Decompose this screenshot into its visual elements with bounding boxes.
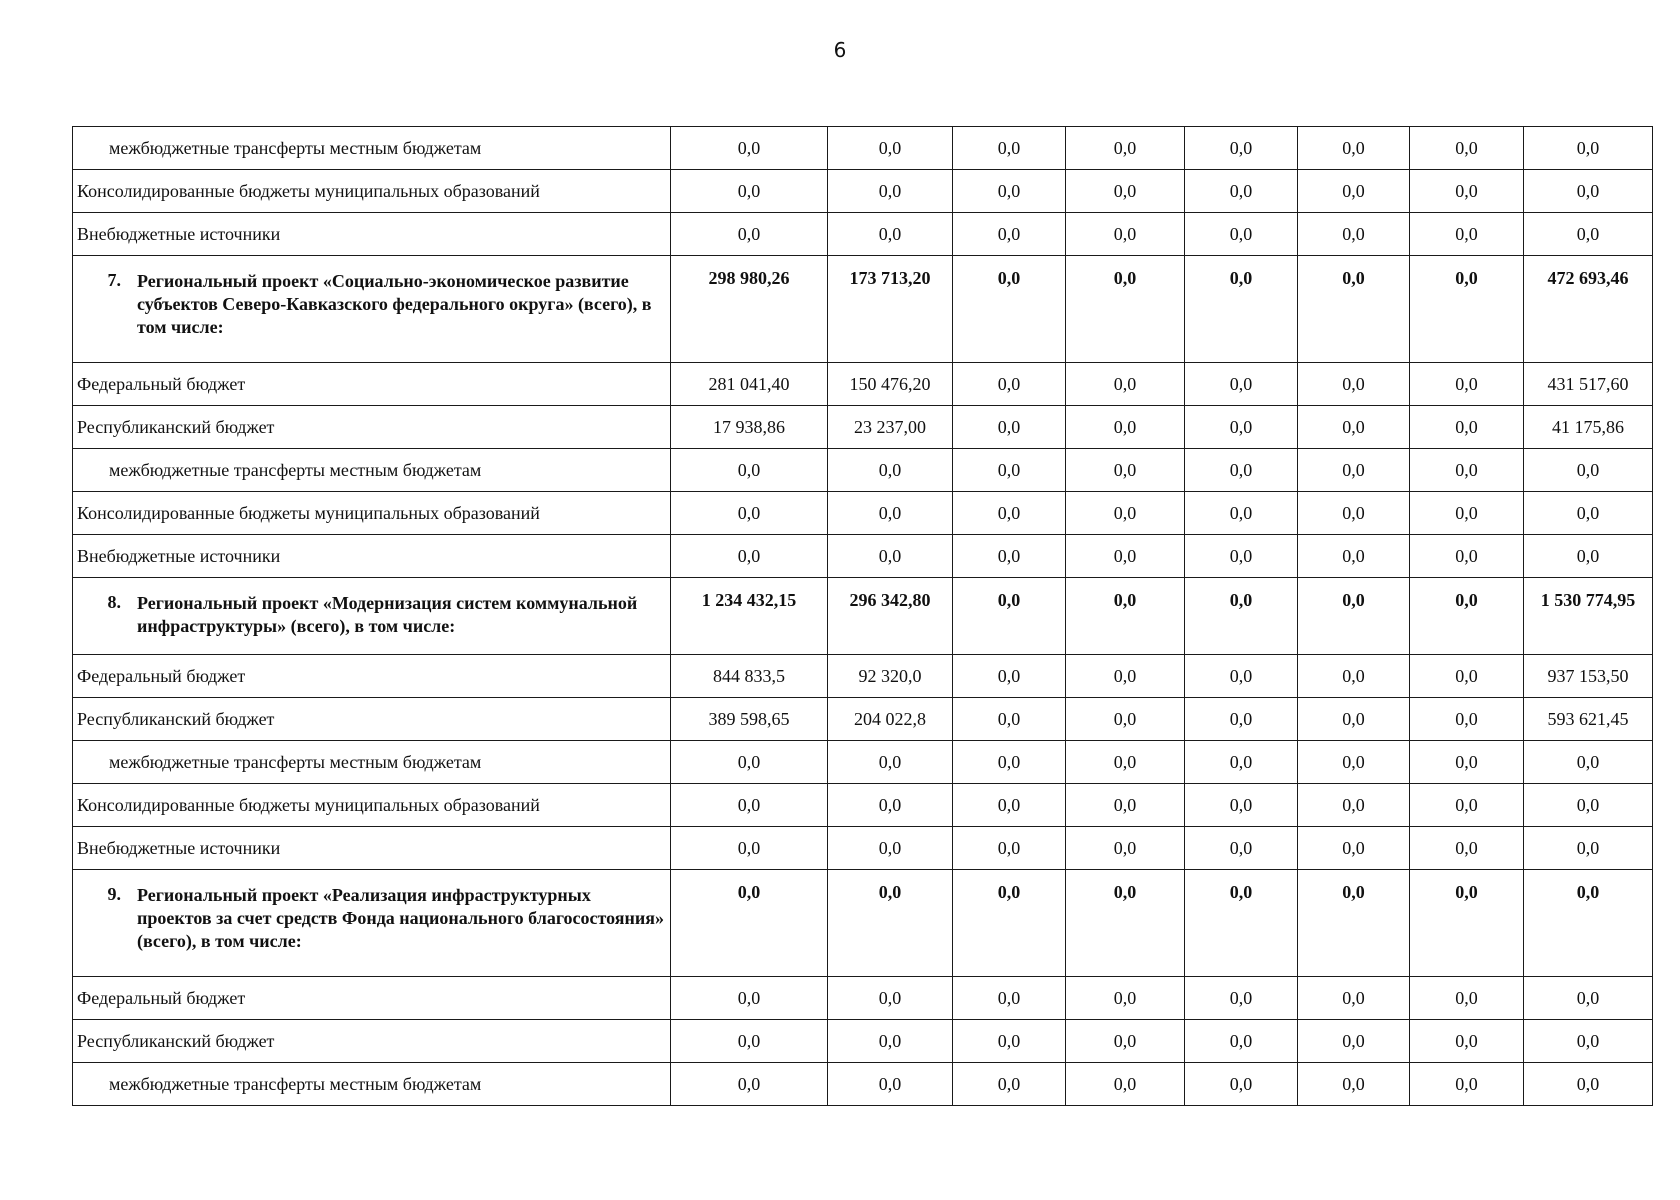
- value-cell: 0,0: [1298, 256, 1410, 363]
- value-cell: 0,0: [671, 213, 828, 256]
- value-cell: 0,0: [1410, 698, 1524, 741]
- value-cell: 41 175,86: [1524, 406, 1653, 449]
- value-cell: 0,0: [953, 127, 1066, 170]
- value-cell: 0,0: [1298, 449, 1410, 492]
- value-cell: 0,0: [671, 977, 828, 1020]
- project-row: [73, 870, 1653, 977]
- value-cell: 0,0: [1410, 870, 1524, 977]
- value-cell: 0,0: [1410, 741, 1524, 784]
- row-label-cell: [73, 256, 671, 363]
- value-cell: 0,0: [1066, 406, 1185, 449]
- table-body: [73, 127, 1653, 1106]
- value-cell: 0,0: [1066, 655, 1185, 698]
- value-cell: 0,0: [1410, 977, 1524, 1020]
- value-cell: 0,0: [671, 827, 828, 870]
- value-cell: 0,0: [1298, 1063, 1410, 1106]
- project-number: 7.: [107, 270, 121, 290]
- value-cell: 0,0: [953, 406, 1066, 449]
- value-cell: 204 022,8: [828, 698, 953, 741]
- value-cell: 0,0: [1185, 827, 1298, 870]
- row-label-cell: Консолидированные бюджеты муниципальных образований: [73, 784, 671, 827]
- project-number: 9.: [107, 884, 121, 904]
- row-label-cell: межбюджетные трансферты местным бюджетам: [73, 127, 671, 170]
- value-cell: 0,0: [1066, 741, 1185, 784]
- value-cell: 0,0: [1185, 870, 1298, 977]
- value-cell: 0,0: [1524, 784, 1653, 827]
- value-cell: 0,0: [1410, 1020, 1524, 1063]
- value-cell: 0,0: [953, 170, 1066, 213]
- value-cell: 0,0: [1066, 127, 1185, 170]
- value-cell: 0,0: [1298, 406, 1410, 449]
- value-cell: 0,0: [1410, 127, 1524, 170]
- table-row: [73, 977, 1653, 1020]
- value-cell: 0,0: [828, 535, 953, 578]
- row-label-cell: Консолидированные бюджеты муниципальных образований: [73, 170, 671, 213]
- value-cell: 0,0: [1410, 213, 1524, 256]
- value-cell: 0,0: [1524, 1020, 1653, 1063]
- value-cell: 0,0: [1298, 784, 1410, 827]
- project-number: 8.: [107, 592, 121, 612]
- value-cell: 296 342,80: [828, 578, 953, 655]
- value-cell: 0,0: [1524, 535, 1653, 578]
- value-cell: 0,0: [953, 449, 1066, 492]
- value-cell: 0,0: [1066, 1020, 1185, 1063]
- value-cell: 23 237,00: [828, 406, 953, 449]
- value-cell: 431 517,60: [1524, 363, 1653, 406]
- value-cell: 0,0: [828, 1063, 953, 1106]
- value-cell: 0,0: [828, 784, 953, 827]
- table-row: [73, 170, 1653, 213]
- page-number: 6: [833, 38, 847, 62]
- value-cell: 0,0: [1185, 784, 1298, 827]
- value-cell: 0,0: [1185, 449, 1298, 492]
- value-cell: 0,0: [1410, 170, 1524, 213]
- value-cell: 0,0: [1298, 827, 1410, 870]
- value-cell: 150 476,20: [828, 363, 953, 406]
- value-cell: 0,0: [828, 827, 953, 870]
- value-cell: 0,0: [1524, 741, 1653, 784]
- value-cell: 0,0: [1298, 363, 1410, 406]
- value-cell: 0,0: [1298, 127, 1410, 170]
- value-cell: 0,0: [1298, 1020, 1410, 1063]
- row-label-cell: Внебюджетные источники: [73, 535, 671, 578]
- project-title: Региональный проект «Реализация инфраструктурных проектов за счет средств Фонда национального благосостояния» (всего), в том числе:: [137, 885, 665, 951]
- project-title: Региональный проект «Социально-экономическое развитие субъектов Северо-Кавказского федерального округа» (всего), в том числе:: [137, 271, 652, 337]
- value-cell: 298 980,26: [671, 256, 828, 363]
- value-cell: 0,0: [1410, 655, 1524, 698]
- value-cell: 0,0: [1298, 655, 1410, 698]
- row-label-cell: Внебюджетные источники: [73, 213, 671, 256]
- row-label-cell: Внебюджетные источники: [73, 827, 671, 870]
- value-cell: 1 530 774,95: [1524, 578, 1653, 655]
- row-label-cell: межбюджетные трансферты местным бюджетам: [73, 449, 671, 492]
- value-cell: 0,0: [953, 784, 1066, 827]
- value-cell: 0,0: [1066, 170, 1185, 213]
- table-row: [73, 363, 1653, 406]
- value-cell: 0,0: [1185, 698, 1298, 741]
- value-cell: 17 938,86: [671, 406, 828, 449]
- table-row: [73, 698, 1653, 741]
- row-label-cell: [73, 578, 671, 655]
- value-cell: 0,0: [1185, 170, 1298, 213]
- value-cell: 0,0: [671, 127, 828, 170]
- table-row: [73, 741, 1653, 784]
- value-cell: 1 234 432,15: [671, 578, 828, 655]
- value-cell: 0,0: [1066, 784, 1185, 827]
- value-cell: 0,0: [828, 213, 953, 256]
- table-row: [73, 1020, 1653, 1063]
- value-cell: 0,0: [953, 827, 1066, 870]
- value-cell: 0,0: [1524, 449, 1653, 492]
- row-label-cell: Республиканский бюджет: [73, 698, 671, 741]
- value-cell: 0,0: [828, 977, 953, 1020]
- value-cell: 0,0: [1410, 784, 1524, 827]
- value-cell: 0,0: [1066, 449, 1185, 492]
- value-cell: 0,0: [1410, 256, 1524, 363]
- table-row: [73, 406, 1653, 449]
- value-cell: 0,0: [953, 698, 1066, 741]
- value-cell: 0,0: [671, 741, 828, 784]
- value-cell: 173 713,20: [828, 256, 953, 363]
- value-cell: 0,0: [671, 1063, 828, 1106]
- value-cell: 389 598,65: [671, 698, 828, 741]
- value-cell: 0,0: [953, 870, 1066, 977]
- value-cell: 0,0: [1185, 578, 1298, 655]
- table-row: [73, 449, 1653, 492]
- row-label-cell: Федеральный бюджет: [73, 655, 671, 698]
- value-cell: 0,0: [1185, 655, 1298, 698]
- project-row: [73, 578, 1653, 655]
- value-cell: 0,0: [828, 449, 953, 492]
- value-cell: 0,0: [1185, 363, 1298, 406]
- value-cell: 0,0: [1410, 492, 1524, 535]
- row-label-cell: Федеральный бюджет: [73, 363, 671, 406]
- value-cell: 0,0: [1410, 535, 1524, 578]
- value-cell: 0,0: [1066, 827, 1185, 870]
- table-row: [73, 1063, 1653, 1106]
- value-cell: 0,0: [1185, 1063, 1298, 1106]
- value-cell: 0,0: [953, 578, 1066, 655]
- value-cell: 0,0: [671, 170, 828, 213]
- table-row: [73, 492, 1653, 535]
- value-cell: 0,0: [1066, 870, 1185, 977]
- value-cell: 0,0: [1298, 213, 1410, 256]
- table-row: [73, 655, 1653, 698]
- value-cell: 593 621,45: [1524, 698, 1653, 741]
- table-row: [73, 784, 1653, 827]
- row-label-cell: Консолидированные бюджеты муниципальных образований: [73, 492, 671, 535]
- table-row: [73, 127, 1653, 170]
- value-cell: 0,0: [1185, 492, 1298, 535]
- value-cell: 0,0: [1298, 977, 1410, 1020]
- value-cell: 0,0: [1524, 827, 1653, 870]
- row-label-cell: [73, 870, 671, 977]
- value-cell: 0,0: [1185, 256, 1298, 363]
- value-cell: 937 153,50: [1524, 655, 1653, 698]
- value-cell: 0,0: [1524, 977, 1653, 1020]
- value-cell: 0,0: [1185, 213, 1298, 256]
- value-cell: 0,0: [671, 492, 828, 535]
- value-cell: 0,0: [1185, 535, 1298, 578]
- value-cell: 0,0: [1066, 213, 1185, 256]
- value-cell: 0,0: [953, 492, 1066, 535]
- value-cell: 0,0: [828, 492, 953, 535]
- project-title: Региональный проект «Модернизация систем коммунальной инфраструктуры» (всего), в том числе:: [137, 593, 638, 636]
- value-cell: 0,0: [828, 870, 953, 977]
- value-cell: 0,0: [671, 870, 828, 977]
- value-cell: 92 320,0: [828, 655, 953, 698]
- value-cell: 0,0: [1298, 170, 1410, 213]
- value-cell: 0,0: [1066, 492, 1185, 535]
- value-cell: 281 041,40: [671, 363, 828, 406]
- value-cell: 0,0: [671, 1020, 828, 1063]
- value-cell: 0,0: [953, 741, 1066, 784]
- value-cell: 0,0: [953, 535, 1066, 578]
- value-cell: 0,0: [1298, 870, 1410, 977]
- value-cell: 0,0: [671, 784, 828, 827]
- value-cell: 0,0: [1410, 578, 1524, 655]
- budget-table: [72, 126, 1653, 1106]
- value-cell: 0,0: [1066, 363, 1185, 406]
- value-cell: 0,0: [1185, 127, 1298, 170]
- value-cell: 0,0: [671, 449, 828, 492]
- value-cell: 0,0: [1410, 1063, 1524, 1106]
- row-label-cell: Республиканский бюджет: [73, 1020, 671, 1063]
- value-cell: 0,0: [1410, 827, 1524, 870]
- value-cell: 0,0: [953, 1020, 1066, 1063]
- value-cell: 0,0: [953, 256, 1066, 363]
- value-cell: 0,0: [1185, 1020, 1298, 1063]
- row-label-cell: межбюджетные трансферты местным бюджетам: [73, 1063, 671, 1106]
- row-label-cell: Федеральный бюджет: [73, 977, 671, 1020]
- value-cell: 844 833,5: [671, 655, 828, 698]
- value-cell: 0,0: [1185, 741, 1298, 784]
- value-cell: 0,0: [1185, 406, 1298, 449]
- value-cell: 0,0: [953, 977, 1066, 1020]
- value-cell: 0,0: [828, 170, 953, 213]
- value-cell: 0,0: [1066, 256, 1185, 363]
- table-row: [73, 535, 1653, 578]
- value-cell: 0,0: [1298, 698, 1410, 741]
- value-cell: 0,0: [1066, 977, 1185, 1020]
- row-label-cell: межбюджетные трансферты местным бюджетам: [73, 741, 671, 784]
- value-cell: 0,0: [953, 363, 1066, 406]
- value-cell: 0,0: [1185, 977, 1298, 1020]
- value-cell: 0,0: [671, 535, 828, 578]
- value-cell: 0,0: [953, 1063, 1066, 1106]
- value-cell: 0,0: [1066, 698, 1185, 741]
- value-cell: 0,0: [1298, 535, 1410, 578]
- value-cell: 0,0: [1410, 406, 1524, 449]
- value-cell: 0,0: [828, 1020, 953, 1063]
- value-cell: 0,0: [1066, 578, 1185, 655]
- value-cell: 0,0: [1524, 213, 1653, 256]
- value-cell: 0,0: [1298, 741, 1410, 784]
- value-cell: 0,0: [828, 741, 953, 784]
- value-cell: 0,0: [1524, 492, 1653, 535]
- value-cell: 0,0: [953, 655, 1066, 698]
- value-cell: 0,0: [1066, 535, 1185, 578]
- value-cell: 0,0: [1298, 492, 1410, 535]
- value-cell: 0,0: [1524, 170, 1653, 213]
- value-cell: 472 693,46: [1524, 256, 1653, 363]
- value-cell: 0,0: [1524, 870, 1653, 977]
- value-cell: 0,0: [1524, 127, 1653, 170]
- value-cell: 0,0: [1066, 1063, 1185, 1106]
- table-row: [73, 827, 1653, 870]
- row-label-cell: Республиканский бюджет: [73, 406, 671, 449]
- value-cell: 0,0: [1524, 1063, 1653, 1106]
- value-cell: 0,0: [828, 127, 953, 170]
- table-row: [73, 213, 1653, 256]
- value-cell: 0,0: [953, 213, 1066, 256]
- value-cell: 0,0: [1410, 363, 1524, 406]
- value-cell: 0,0: [1298, 578, 1410, 655]
- value-cell: 0,0: [1410, 449, 1524, 492]
- project-row: [73, 256, 1653, 363]
